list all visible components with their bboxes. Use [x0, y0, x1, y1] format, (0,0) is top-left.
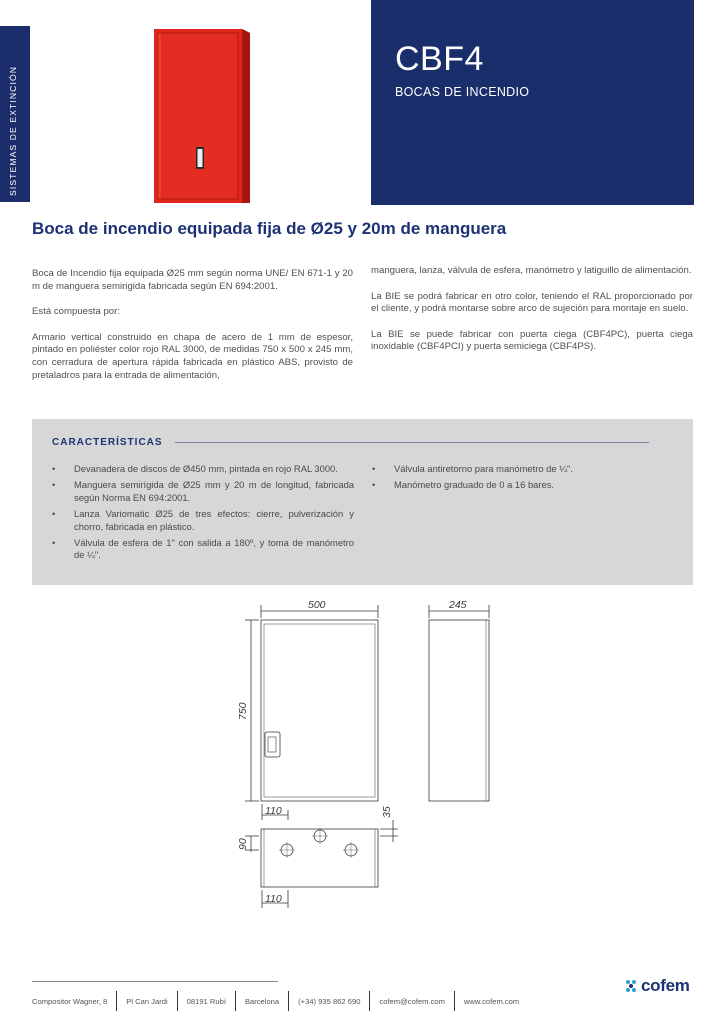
characteristic-item: • Devanadera de discos de Ø450 mm, pintada en rojo RAL 3000.: [32, 463, 354, 475]
side-view-outline: [429, 620, 489, 801]
description-paragraph: Boca de Incendio fija equipada Ø25 mm según norma UNE/ EN 671-1 y 20 m de manguera semirigida fabricada según EN 694:2001.: [32, 268, 353, 292]
characteristic-item: • Lanza Variomatic Ø25 de tres efectos: cierre, pulverización y chorro, fabricada en plástico.: [32, 508, 354, 533]
bottom-view-outline: [261, 829, 378, 887]
inlet-hole: [281, 844, 293, 856]
description-paragraph: manguera, lanza, válvula de esfera, manómetro y latiguillo de alimentación.: [371, 265, 692, 276]
characteristic-item: • Manguera semirígida de Ø25 mm y 20 m de longitud, fabricada según Norma EN 694:2001.: [32, 479, 354, 504]
footer-separator: [177, 991, 178, 1011]
characteristics-divider: [175, 442, 649, 443]
footer-address: Compositor Wagner, 8: [32, 996, 108, 1006]
footer: [32, 990, 519, 1012]
dimension-side-offset: 35: [381, 806, 393, 818]
side-category-label: SISTEMAS DE EXTINCIÓN: [8, 65, 18, 196]
footer-separator: [116, 991, 117, 1011]
footer-separator: [369, 991, 370, 1011]
dimension-offset-bottom: 110: [265, 893, 282, 905]
footer-phone[interactable]: (+34) 935 862 690: [298, 996, 361, 1006]
cabinet-photo: [148, 27, 252, 205]
page-heading: Boca de incendio equipada fija de Ø25 y 20m de manguera: [32, 219, 507, 238]
product-family: BOCAS DE INCENDIO: [395, 85, 530, 99]
characteristics-panel: [32, 419, 693, 585]
footer-email[interactable]: cofem@cofem.com: [379, 996, 445, 1006]
description-right-column: [371, 265, 693, 367]
footer-website[interactable]: www.cofem.com: [463, 996, 520, 1006]
dimension-bottom-offset: 90: [237, 838, 249, 850]
dimension-width: 500: [308, 599, 326, 611]
characteristic-item: • Válvula antiretorno para manómetro de ¼".: [352, 463, 652, 475]
inlet-hole: [345, 844, 357, 856]
front-view-outline: [261, 620, 378, 801]
footer-city: Barcelona: [244, 996, 280, 1006]
front-view-door: [264, 624, 375, 797]
description-paragraph: La BIE se podrá fabricar en otro color, teniendo el RAL proporcionado por el cliente, y podrá montarse sobre arco de sujeción para montaje en suelo.: [371, 290, 693, 315]
dimension-depth: 245: [449, 599, 467, 611]
dimension-offset-top: 110: [265, 805, 282, 817]
description-paragraph: La BIE se puede fabricar con puerta ciega (CBF4PC), puerta ciega inoxidable (CBF4PCI) y puerta semiciega (CBF4PS).: [371, 328, 693, 353]
footer-divider: [32, 981, 278, 982]
description-paragraph: Está compuesta por:: [32, 306, 120, 318]
dimension-height: 750: [237, 702, 249, 720]
characteristic-item: • Manómetro graduado de 0 a 16 bares.: [352, 479, 652, 491]
description-left-column: [32, 268, 353, 395]
logo-wordmark: cofem: [641, 976, 690, 995]
characteristics-list-left: [32, 463, 354, 566]
characteristic-item: • Válvula de esfera de 1" con salida a 180º, y toma de manómetro de ¼".: [32, 537, 354, 562]
footer-postcode: 08191 Rubí: [186, 996, 226, 1006]
product-code: CBF4: [395, 40, 484, 78]
characteristics-list-right: [352, 463, 652, 496]
footer-area: Pl Can Jardi: [126, 996, 168, 1006]
cofem-logo: [624, 974, 696, 998]
footer-separator: [235, 991, 236, 1011]
characteristics-title: CARACTERÍSTICAS: [52, 437, 163, 448]
description-paragraph: Armario vertical construido en chapa de acero de 1 mm de espesor, pintado en poliéster color rojo RAL 3000, de medidas 750 x 500 x 245 mm, con cerradura de apertura rápida fabricada en plástico ABS, provisto de pretaladros para la entrada de alimentación,: [32, 331, 353, 381]
logo-mark-icon: [624, 979, 638, 993]
inlet-hole: [314, 830, 326, 842]
footer-separator: [288, 991, 289, 1011]
title-panel: [371, 0, 694, 205]
door-lock: [265, 732, 280, 757]
footer-separator: [454, 991, 455, 1011]
